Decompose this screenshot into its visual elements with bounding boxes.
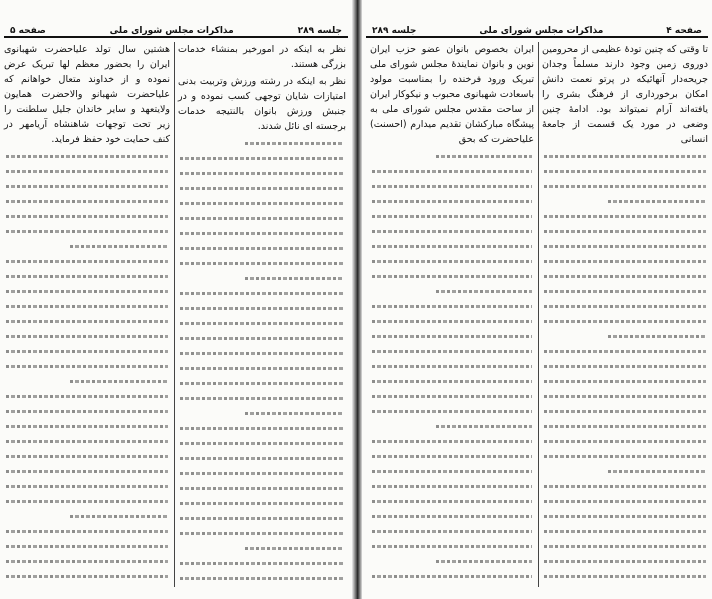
paragraph: نظر به اینکه در رشته ورزش وتربیت بدنی امتیازات شایان توجهی کسب نموده و در جنبش ورزش بانوان بالنتیجه خدمات برجسته ای نائل شدند. bbox=[178, 76, 346, 132]
text-line bbox=[370, 509, 534, 524]
text-line bbox=[178, 421, 346, 436]
text-line bbox=[542, 194, 708, 209]
text-line bbox=[542, 434, 708, 449]
left-page bbox=[0, 0, 352, 599]
illegible-text bbox=[370, 149, 534, 584]
text-line bbox=[178, 136, 346, 151]
text-line bbox=[542, 284, 708, 299]
paragraph: نظر به اینکه در امورخیر بمنشاء خدمات بزرگی هستند. bbox=[178, 44, 346, 70]
text-line bbox=[370, 359, 534, 374]
text-line bbox=[542, 554, 708, 569]
paragraph: ایران بخصوص بانوان عضو حزب ایران نوین و بانوان نمایندهٔ مجلس شورای ملی تبریک ورود فرخنده را بمناسبت مولود باسعادت شهبانوی محبوب و نیکوکار ایران از ساحت مقدس مجلس شورای ملی به پیشگاه مبارکشان تقدیم میدارم (احسنت) علیاحضرت که بحق bbox=[370, 44, 534, 145]
text-line bbox=[370, 314, 534, 329]
text-line bbox=[178, 226, 346, 241]
text-line bbox=[370, 209, 534, 224]
text-line bbox=[542, 359, 708, 374]
text-line bbox=[542, 569, 708, 584]
text-line bbox=[370, 434, 534, 449]
text-line bbox=[542, 389, 708, 404]
text-line bbox=[178, 511, 346, 526]
text-column bbox=[178, 42, 346, 587]
right-page bbox=[362, 0, 712, 599]
text-line bbox=[542, 419, 708, 434]
text-line bbox=[370, 539, 534, 554]
text-line bbox=[542, 299, 708, 314]
text-line bbox=[542, 404, 708, 419]
text-line bbox=[4, 269, 170, 284]
text-line bbox=[542, 509, 708, 524]
text-line bbox=[370, 149, 534, 164]
text-line bbox=[542, 479, 708, 494]
text-line bbox=[178, 376, 346, 391]
text-line bbox=[542, 254, 708, 269]
text-line bbox=[4, 344, 170, 359]
text-line bbox=[178, 556, 346, 571]
running-title: مذاکرات مجلس شورای ملی bbox=[479, 26, 604, 36]
page-header bbox=[366, 22, 708, 38]
illegible-text bbox=[4, 149, 170, 584]
text-column bbox=[4, 42, 170, 587]
text-line bbox=[4, 224, 170, 239]
text-line bbox=[4, 449, 170, 464]
illegible-text bbox=[178, 136, 346, 586]
text-line bbox=[4, 254, 170, 269]
text-line bbox=[4, 164, 170, 179]
page-header bbox=[4, 22, 348, 38]
text-line bbox=[178, 541, 346, 556]
text-line bbox=[542, 314, 708, 329]
text-line bbox=[178, 451, 346, 466]
text-line bbox=[4, 509, 170, 524]
text-line bbox=[370, 254, 534, 269]
text-line bbox=[542, 494, 708, 509]
text-line bbox=[4, 179, 170, 194]
text-line bbox=[542, 329, 708, 344]
text-line bbox=[370, 344, 534, 359]
text-line bbox=[370, 569, 534, 584]
text-line bbox=[370, 179, 534, 194]
text-line bbox=[370, 239, 534, 254]
text-line bbox=[178, 466, 346, 481]
text-line bbox=[370, 554, 534, 569]
running-title: مذاکرات مجلس شورای ملی bbox=[109, 26, 234, 36]
text-line bbox=[370, 299, 534, 314]
text-line bbox=[4, 194, 170, 209]
text-line bbox=[4, 284, 170, 299]
text-line bbox=[542, 164, 708, 179]
text-line bbox=[178, 496, 346, 511]
text-line bbox=[178, 301, 346, 316]
text-line bbox=[178, 571, 346, 586]
text-line bbox=[370, 449, 534, 464]
text-line bbox=[178, 391, 346, 406]
text-line bbox=[4, 149, 170, 164]
text-line bbox=[178, 346, 346, 361]
text-line bbox=[542, 524, 708, 539]
text-line bbox=[542, 449, 708, 464]
text-line bbox=[542, 269, 708, 284]
book-gutter bbox=[352, 0, 362, 599]
text-line bbox=[542, 539, 708, 554]
text-column bbox=[370, 42, 534, 587]
text-line bbox=[178, 271, 346, 286]
text-line bbox=[178, 211, 346, 226]
text-line bbox=[178, 361, 346, 376]
text-line bbox=[178, 166, 346, 181]
paragraph: تا وقتی که چنین تودهٔ عظیمی از محرومین دوروی زمین وجود دارند مسلماً وجدان جریحه‌دار آنهائیکه در پرتو نعمت دانش امکان برخورداری از فرهنگ بشری را یافته‌اند آرام نمیتواند بود. ادامهٔ چنین وضعی در مورد یک قسمت از جامعهٔ انسانی bbox=[542, 44, 708, 145]
text-line bbox=[370, 419, 534, 434]
text-line bbox=[4, 299, 170, 314]
text-line bbox=[370, 269, 534, 284]
text-line bbox=[4, 329, 170, 344]
text-line bbox=[4, 434, 170, 449]
session-number: جلسه ۲۸۹ bbox=[297, 26, 342, 36]
text-line bbox=[542, 149, 708, 164]
text-line bbox=[178, 241, 346, 256]
text-line bbox=[370, 329, 534, 344]
page-number: صفحه ۴ bbox=[666, 26, 702, 36]
text-line bbox=[4, 419, 170, 434]
text-line bbox=[178, 151, 346, 166]
text-line bbox=[4, 479, 170, 494]
text-line bbox=[4, 314, 170, 329]
text-line bbox=[370, 284, 534, 299]
text-line bbox=[542, 239, 708, 254]
text-line bbox=[370, 479, 534, 494]
text-line bbox=[4, 239, 170, 254]
text-line bbox=[370, 464, 534, 479]
session-number: جلسه ۲۸۹ bbox=[372, 26, 417, 36]
text-line bbox=[178, 436, 346, 451]
text-line bbox=[542, 374, 708, 389]
text-line bbox=[370, 194, 534, 209]
text-line bbox=[178, 316, 346, 331]
text-line bbox=[4, 374, 170, 389]
page-number: صفحه ۵ bbox=[10, 26, 46, 36]
text-line bbox=[542, 179, 708, 194]
text-line bbox=[178, 181, 346, 196]
paragraph: هشتین سال تولد علیاحضرت شهبانوی ایران را بحضور معظم لها تبریک عرض نموده و از خداوند متعال خواهانم که علیاحضرت شهبانو والاحضرت همایون ولایتعهد و سایر خاندان جلیل سلطنت را زیر تحت توجهات شاهنشاه آریامهر در کنف حمایت خود حفظ فرماید. bbox=[4, 44, 170, 145]
text-line bbox=[370, 404, 534, 419]
column-divider bbox=[174, 42, 175, 587]
illegible-text bbox=[542, 149, 708, 584]
column-divider bbox=[538, 42, 539, 587]
text-line bbox=[4, 494, 170, 509]
text-line bbox=[4, 359, 170, 374]
text-line bbox=[4, 569, 170, 584]
text-line bbox=[542, 464, 708, 479]
text-line bbox=[542, 224, 708, 239]
text-line bbox=[542, 344, 708, 359]
text-line bbox=[178, 481, 346, 496]
text-column bbox=[542, 42, 708, 587]
text-line bbox=[178, 526, 346, 541]
text-line bbox=[4, 539, 170, 554]
text-line bbox=[370, 494, 534, 509]
text-line bbox=[178, 196, 346, 211]
text-line bbox=[370, 389, 534, 404]
text-line bbox=[178, 331, 346, 346]
text-line bbox=[4, 464, 170, 479]
text-line bbox=[178, 406, 346, 421]
text-line bbox=[542, 209, 708, 224]
text-line bbox=[178, 286, 346, 301]
text-line bbox=[4, 554, 170, 569]
text-line bbox=[370, 374, 534, 389]
text-line bbox=[178, 256, 346, 271]
text-line bbox=[4, 209, 170, 224]
text-line bbox=[370, 524, 534, 539]
text-line bbox=[4, 524, 170, 539]
text-line bbox=[370, 224, 534, 239]
text-line bbox=[4, 404, 170, 419]
text-line bbox=[4, 389, 170, 404]
text-line bbox=[370, 164, 534, 179]
